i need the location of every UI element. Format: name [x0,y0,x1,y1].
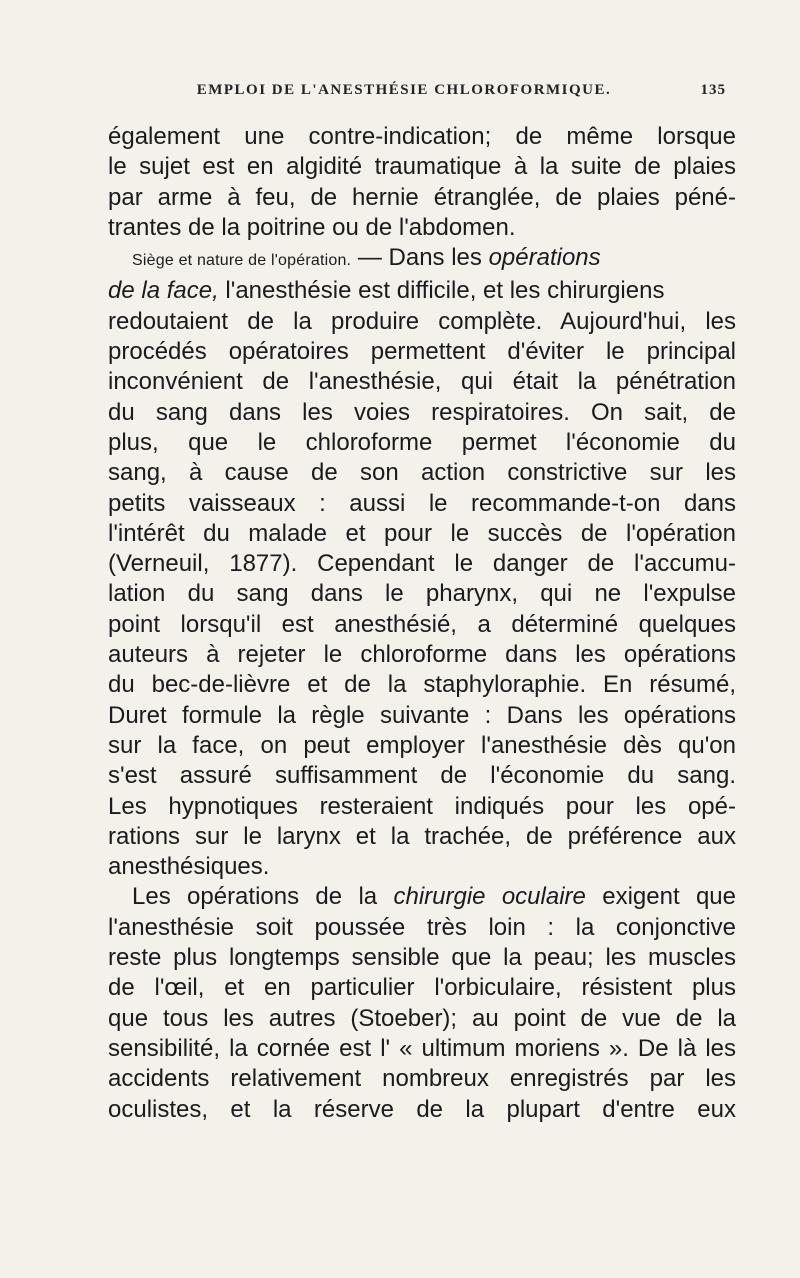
text-line: accidents relativement nombreux enregistrés par les [108,1065,736,1093]
text-line: sang, à cause de son action constrictive sur les [108,459,736,487]
text-line: inconvénient de l'anesthésie, qui était la pénétration [108,368,736,396]
text-line: s'est assuré suffisamment de l'économie du sang. [108,762,736,790]
page-number: 135 [700,81,726,98]
text-line: sur la face, on peut employer l'anesthésie dès qu'on [108,731,736,759]
text-line: auteurs à rejeter le chloroforme dans les opérations [108,641,736,669]
text-line: Les hypnotiques resteraient indiqués pour les opé- [108,792,736,820]
section-heading-line [108,243,736,276]
heading-dash-text: — Dans les [351,244,489,272]
text-line: petits vaisseaux : aussi le recommande-t-on dans [108,489,736,517]
italic-term: chirurgie oculaire [393,883,586,911]
text-line: que tous les autres (Stoeber); au point de vue de la [108,1004,736,1032]
text-line: par arme à feu, de hernie étranglée, de plaies péné- [108,183,736,211]
text-line: lation du sang dans le pharynx, qui ne l'expulse [108,580,736,608]
text-line: point lorsqu'il est anesthésié, a déterminé quelques [108,610,736,638]
section-heading: Siège et nature de l'opération. [132,252,352,270]
text-line: l'intérêt du malade et pour le succès de l'opération [108,519,736,547]
text-line: redoutaient de la produire complète. Aujourd'hui, les [108,307,736,335]
line-text: Les opérations de la [132,883,394,911]
text-line: rations sur le larynx et la trachée, de préférence aux [108,822,736,850]
running-title: EMPLOI DE L'ANESTHÉSIE CHLOROFORMIQUE. [196,81,612,98]
italic-term: opérations [488,244,601,272]
text-line: l'anesthésie soit poussée très loin : la conjonctive [108,913,736,941]
body-text [108,122,736,1125]
paragraph-start-line [108,882,736,912]
text-line: reste plus longtemps sensible que la peau; les muscles [108,944,736,972]
text-line: trantes de la poitrine ou de l'abdomen. [108,213,516,241]
text-line: du sang dans les voies respiratoires. On sait, de [108,398,736,426]
text-line: également une contre-indication; de même lorsque [108,123,736,150]
text-line: le sujet est en algidité traumatique à la suite de plaies [108,153,736,181]
running-header [120,78,726,102]
text-line: de l'œil, et en particulier l'orbiculaire, résistent plus [108,974,736,1002]
text-line: plus, que le chloroforme permet l'économie du [108,428,736,456]
text-line: (Verneuil, 1877). Cependant le danger de l'accumu- [108,550,736,578]
text-line: oculistes, et la réserve de la plupart d'entre eux [108,1095,736,1123]
text-line: du bec-de-lièvre et de la staphyloraphie. En résumé, [108,671,736,699]
text-line [108,276,736,306]
line-text: l'anesthésie est difficile, et les chirurgiens [218,277,665,305]
italic-term: de la face, [108,277,219,305]
line-text: exigent que [585,883,736,911]
text-line: anesthésiques. [108,853,270,881]
text-line: sensibilité, la cornée est l' « ultimum moriens ». De là les [108,1034,736,1062]
text-line: Duret formule la règle suivante : Dans les opérations [108,701,736,729]
text-line: procédés opératoires permettent d'éviter le principal [108,338,736,366]
